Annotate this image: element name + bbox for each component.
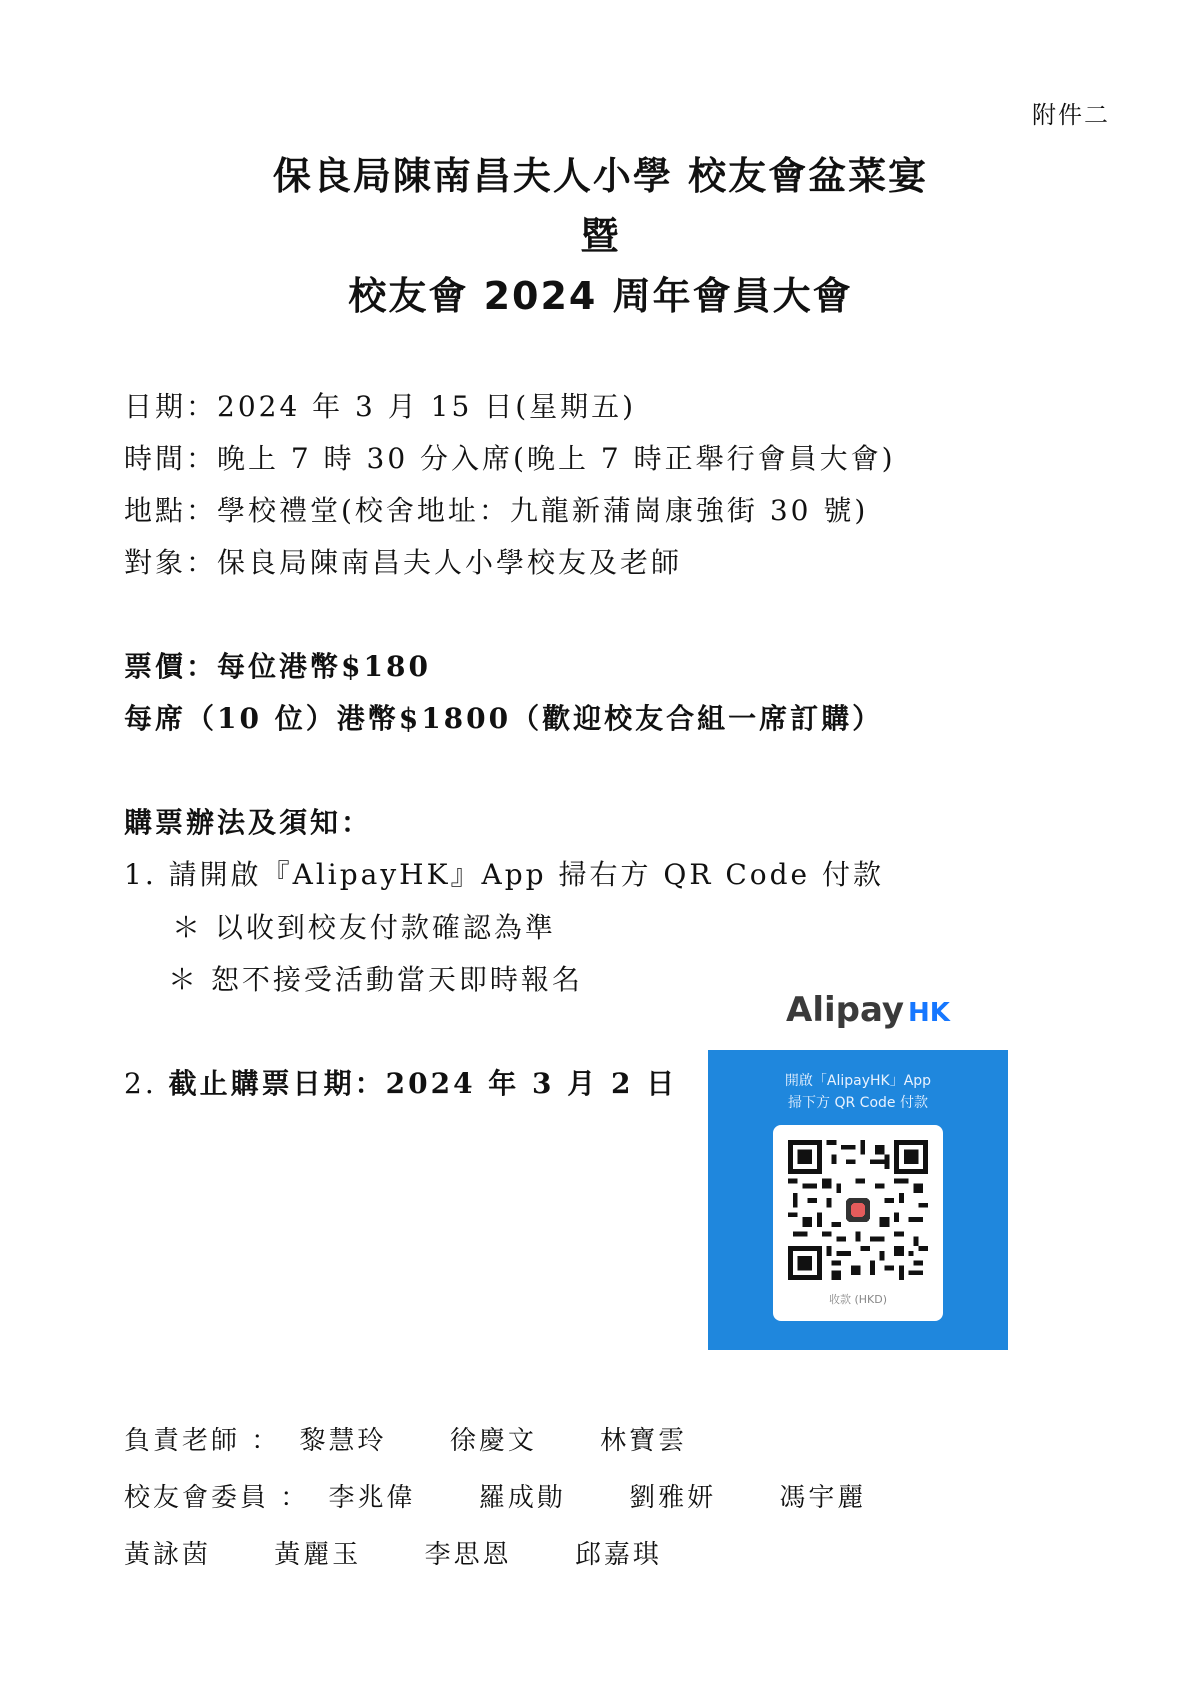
event-date: 日期：2024 年 3 月 15 日(星期五) bbox=[124, 390, 637, 423]
alipayhk-logo-text: Alipay bbox=[786, 990, 905, 1030]
committee-name: 黃詠茵 bbox=[124, 1540, 212, 1570]
committee-name: 邱嘉琪 bbox=[574, 1540, 662, 1570]
teacher-name: 林寶雲 bbox=[600, 1426, 688, 1456]
teacher-name: 黎慧玲 bbox=[299, 1426, 387, 1456]
committee-row-2 bbox=[124, 1534, 662, 1571]
annex-label: 附件二 bbox=[1032, 101, 1110, 129]
purchase-step-2-number: 2. bbox=[124, 1067, 169, 1100]
qr-caption: 收款 (HKD) bbox=[828, 1293, 888, 1306]
qr-code-icon[interactable] bbox=[788, 1140, 928, 1280]
purchase-note-1: ＊ 以收到校友付款確認為準 bbox=[172, 911, 556, 944]
purchase-heading: 購票辦法及須知： bbox=[124, 806, 373, 839]
teachers-label: 負責老師 ： bbox=[124, 1426, 281, 1456]
committee-name: 羅成勛 bbox=[478, 1483, 566, 1513]
event-title-connector: 暨 bbox=[580, 214, 621, 258]
table-price: 每席（10 位）港幣$1800（歡迎校友合組一席訂購） bbox=[124, 702, 884, 735]
committee-name: 李思恩 bbox=[424, 1540, 512, 1570]
qr-hint-line-2: 掃下方 QR Code 付款 bbox=[788, 1095, 928, 1111]
committee-label: 校友會委員 ： bbox=[124, 1483, 310, 1513]
event-time: 時間：晚上 7 時 30 分入席(晚上 7 時正舉行會員大會) bbox=[124, 442, 896, 475]
ticket-price: 票價：每位港幣$180 bbox=[124, 650, 431, 683]
purchase-step-1: 1. 請開啟『AlipayHK』App 掃右方 QR Code 付款 bbox=[124, 858, 885, 891]
event-target: 對象：保良局陳南昌夫人小學校友及老師 bbox=[124, 546, 683, 579]
committee-name: 劉雅妍 bbox=[629, 1483, 717, 1513]
purchase-deadline: 截止購票日期：2024 年 3 月 2 日 bbox=[168, 1067, 678, 1100]
committee-name: 李兆偉 bbox=[328, 1483, 416, 1513]
event-subtitle: 校友會 2024 周年會員大會 bbox=[348, 274, 853, 318]
alipayhk-logo bbox=[786, 990, 950, 1030]
purchase-note-2: ＊ 恕不接受活動當天即時報名 bbox=[168, 963, 583, 996]
qr-card bbox=[773, 1125, 943, 1321]
teachers-row bbox=[124, 1420, 687, 1457]
event-title: 保良局陳南昌夫人小學 校友會盆菜宴 bbox=[272, 154, 929, 198]
teacher-name: 徐慶文 bbox=[449, 1426, 537, 1456]
committee-row bbox=[124, 1477, 866, 1514]
qr-hint-line-1: 開啟「AlipayHK」App bbox=[784, 1073, 932, 1089]
qr-payment-panel bbox=[708, 1050, 1008, 1350]
committee-name: 馮宇麗 bbox=[779, 1483, 867, 1513]
committee-name: 黃麗玉 bbox=[274, 1540, 362, 1570]
alipayhk-logo-hk: HK bbox=[908, 998, 950, 1028]
purchase-step-2 bbox=[124, 1062, 677, 1102]
event-venue: 地點：學校禮堂(校舍地址：九龍新蒲崗康強街 30 號) bbox=[124, 494, 869, 527]
